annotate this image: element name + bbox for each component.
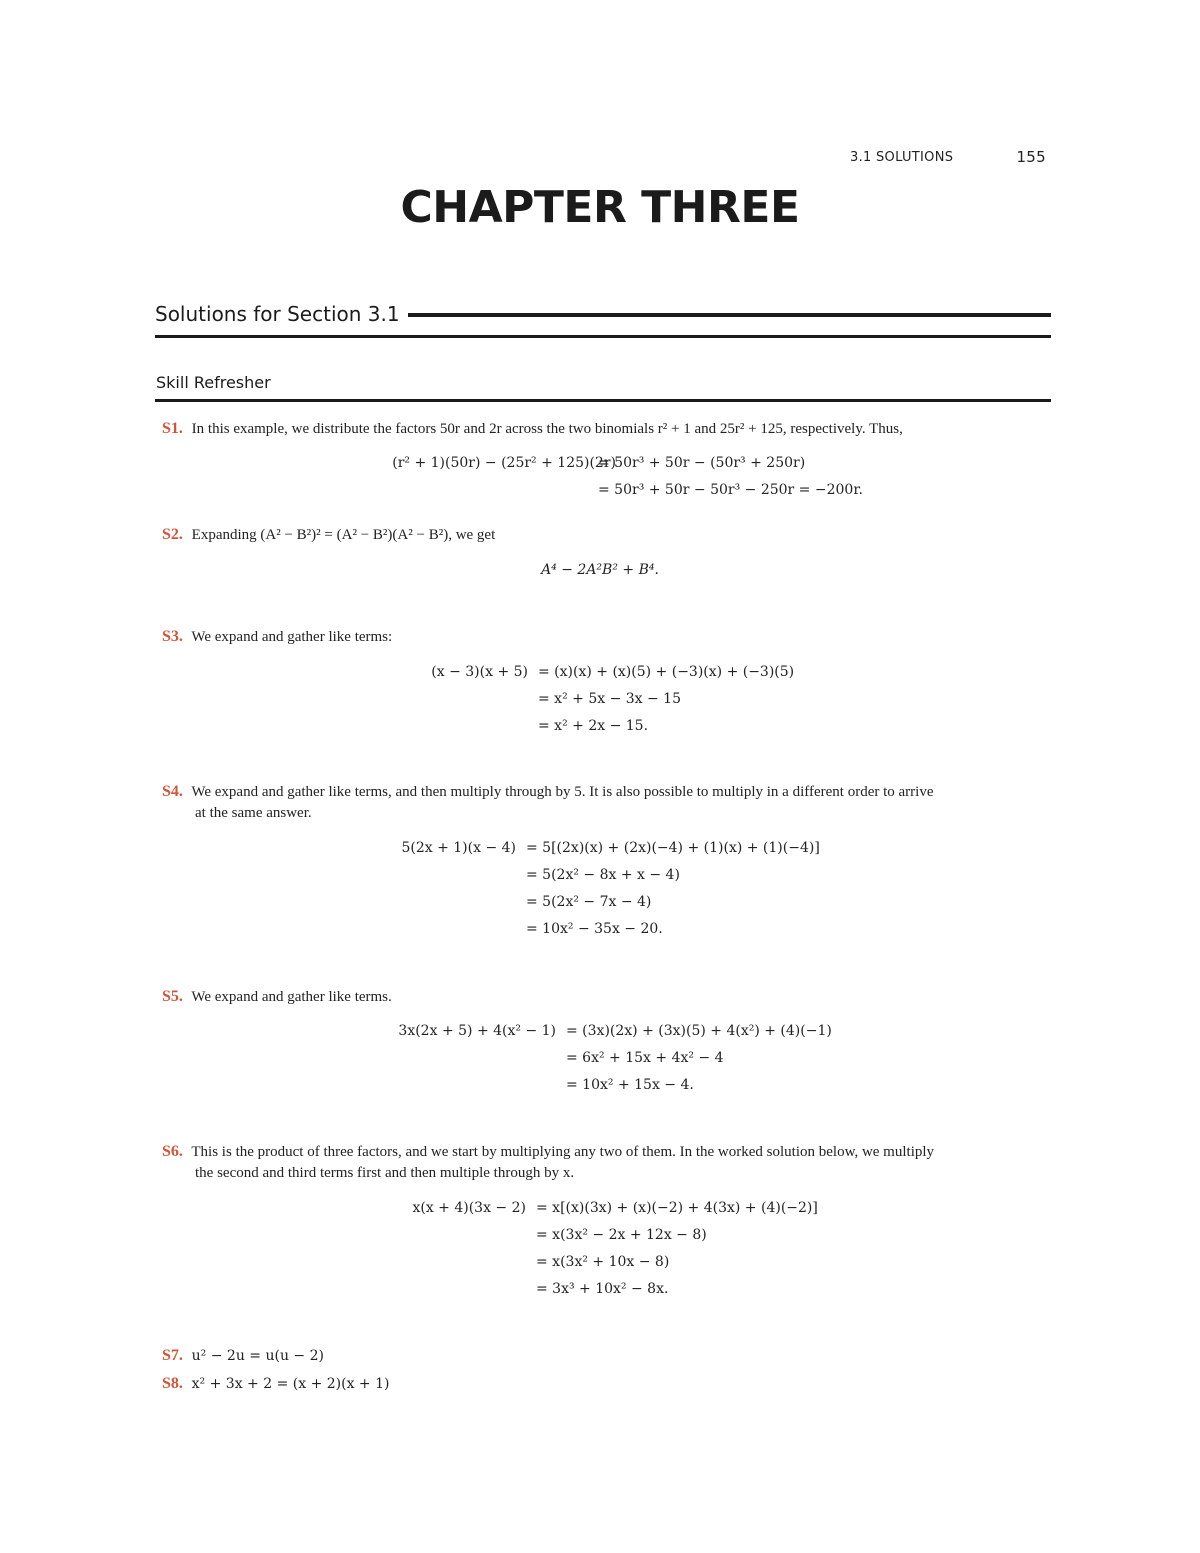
subsection-title: Skill Refresher [156,373,271,392]
problem-s2 [162,524,1052,546]
equation-lhs: (r² + 1)(50r) − (25r² + 125)(2r) [392,455,616,471]
equation-line: = 50r³ + 50r − 50r³ − 250r = −200r. [598,482,863,498]
equation-line: = 5(2x² − 8x + x − 4) [526,867,680,883]
equation-line: = (3x)(2x) + (3x)(5) + 4(x²) + (4)(−1) [566,1023,832,1039]
running-header [850,150,1046,165]
problem-text: u² − 2u = u(u − 2) [191,1348,324,1364]
problem-text: We expand and gather like terms. [191,989,392,1005]
equation-lhs: 5(2x + 1)(x − 4) [401,840,516,856]
equation-line: = 5[(2x)(x) + (2x)(−4) + (1)(x) + (1)(−4)] [526,840,820,856]
equation-line: = x² + 5x − 3x − 15 [538,691,682,707]
subsection-rule [155,399,1051,402]
equation-line: = 50r³ + 50r − (50r³ + 250r) [598,455,806,471]
problem-text: Expanding (A² − B²)² = (A² − B²)(A² − B²), we get [191,527,496,543]
problem-text-continued: the second and third terms first and then multiple through by x. [195,1165,575,1181]
problem-s4 [162,781,1052,824]
equation-lhs: 3x(2x + 5) + 4(x² − 1) [398,1023,556,1039]
equation-line: = 3x³ + 10x² − 8x. [536,1281,669,1297]
problem-s6 [162,1141,1052,1184]
problem-number: S4. [162,783,183,800]
problem-text: We expand and gather like terms, and then multiply through by 5. It is also possible to multiply in a different order to arrive [191,784,934,800]
problem-s5 [162,986,1052,1008]
equation-line: = x(3x² − 2x + 12x − 8) [536,1227,707,1243]
problem-number: S7. [162,1347,183,1364]
problem-s1 [162,418,1052,440]
equation-line: = 5(2x² − 7x − 4) [526,894,652,910]
problem-s8 [162,1373,1052,1395]
problem-text: x² + 3x + 2 = (x + 2)(x + 1) [191,1376,390,1392]
equation-line: = 6x² + 15x + 4x² − 4 [566,1050,724,1066]
problem-s3 [162,626,1052,648]
problem-number: S3. [162,628,183,645]
section-title: Solutions for Section 3.1 [155,302,408,326]
equation-lhs: (x − 3)(x + 5) [431,664,528,680]
equation-line: = 10x² − 35x − 20. [526,921,663,937]
problem-number: S5. [162,988,183,1005]
problem-text: In this example, we distribute the factors 50r and 2r across the two binomials r² + 1 and 25r² + 125, respectively. Thus, [191,421,903,437]
section-heading [155,302,1051,332]
problem-number: S6. [162,1143,183,1160]
problem-text: We expand and gather like terms: [191,629,393,645]
equation-line: = x[(x)(3x) + (x)(−2) + 4(3x) + (4)(−2)] [536,1200,818,1216]
equation-lhs: x(x + 4)(3x − 2) [412,1200,526,1216]
equation-result: A⁴ − 2A²B² + B⁴. [541,562,659,578]
equation-line: = 10x² + 15x − 4. [566,1077,694,1093]
chapter-title: CHAPTER THREE [400,182,800,233]
running-title: 3.1 SOLUTIONS [850,150,954,165]
problem-number: S1. [162,420,183,437]
equation-line: = x(3x² + 10x − 8) [536,1254,670,1270]
problem-text: This is the product of three factors, and we start by multiplying any two of them. In the worked solution below, we multiply [191,1144,935,1160]
section-rule-thick [395,313,1051,317]
problem-number: S8. [162,1375,183,1392]
problem-s7 [162,1345,1052,1367]
page-number: 155 [1016,148,1046,166]
problem-text-continued: at the same answer. [195,805,312,821]
equation-line: = x² + 2x − 15. [538,718,649,734]
problem-number: S2. [162,526,183,543]
equation-line: = (x)(x) + (x)(5) + (−3)(x) + (−3)(5) [538,664,795,680]
section-rule-lower [155,335,1051,338]
